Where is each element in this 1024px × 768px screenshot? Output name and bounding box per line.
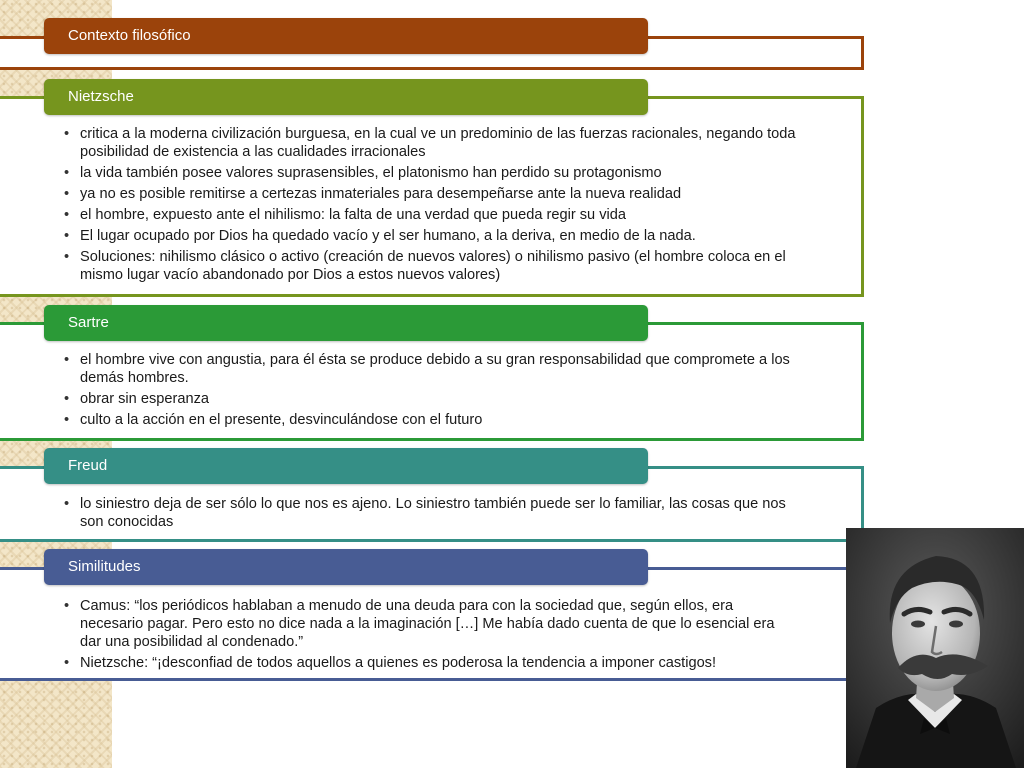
list-item: • critica a la moderna civilización burguesa, en la cual ve un predominio de las fuerzas racionales, negando toda posibilidad de existencia a las cualidades irracionales — [62, 125, 802, 161]
freud-title: Freud — [68, 457, 108, 474]
similitudes-title: Similitudes — [68, 558, 141, 575]
portrait-illustration — [846, 528, 1024, 768]
list-item: • el hombre, expuesto ante el nihilismo: la falta de una verdad que pueda regir su vida — [62, 206, 802, 224]
list-item: • el hombre vive con angustia, para él ésta se produce debido a su gran responsabilidad que compromete a los demás hombres. — [62, 351, 802, 387]
nietzsche-header — [44, 79, 648, 115]
list-item: • lo siniestro deja de ser sólo lo que nos es ajeno. Lo siniestro también puede ser lo familiar, las cosas que nos son conocidas — [62, 495, 802, 531]
contexto-header — [44, 18, 648, 54]
list-item: • Camus: “los periódicos hablaban a menudo de una deuda para con la sociedad que, según ellos, era necesario pagar. Pero esto no dice nada a la imaginación […] Me había dado cuenta de que lo esencial era dar una posibilidad al condenado.” — [62, 597, 797, 651]
list-item: • ya no es posible remitirse a certezas inmateriales para desempeñarse ante la nueva realidad — [62, 185, 802, 203]
freud-header — [44, 448, 648, 484]
similitudes-list — [62, 597, 797, 675]
sartre-list — [62, 351, 802, 432]
portrait-photo — [846, 528, 1024, 768]
list-item: • la vida también posee valores suprasensibles, el platonismo han perdido su protagonismo — [62, 164, 802, 182]
nietzsche-title: Nietzsche — [68, 88, 134, 105]
freud-list — [62, 495, 802, 534]
sartre-header — [44, 305, 648, 341]
list-item: • Soluciones: nihilismo clásico o activo (creación de nuevos valores) o nihilismo pasivo (el hombre coloca en el mismo lugar vacío abandonado por Dios a estos nuevos valores) — [62, 248, 802, 284]
list-item: • Nietzsche: “¡desconfiad de todos aquellos a quienes es poderosa la tendencia a imponer castigos! — [62, 654, 797, 672]
list-item: • culto a la acción en el presente, desvinculándose con el futuro — [62, 411, 802, 429]
sartre-title: Sartre — [68, 314, 109, 331]
nietzsche-list — [62, 125, 802, 287]
list-item: • obrar sin esperanza — [62, 390, 802, 408]
contexto-title: Contexto filosófico — [68, 27, 191, 44]
similitudes-header — [44, 549, 648, 585]
list-item: • El lugar ocupado por Dios ha quedado vacío y el ser humano, a la deriva, en medio de la nada. — [62, 227, 802, 245]
